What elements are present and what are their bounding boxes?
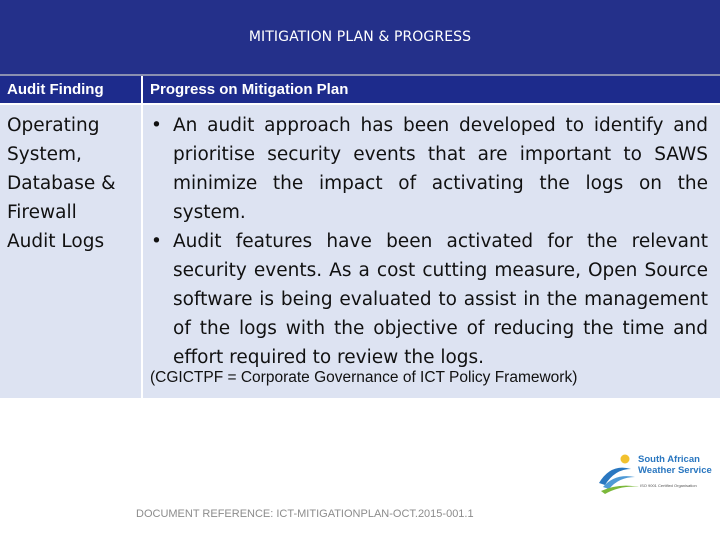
bullet-icon: • — [151, 115, 162, 136]
bullet-text: An audit approach has been developed to identify and prioritise security events that are important to SAWS minimize the impact of activating the logs on the system. — [173, 115, 708, 223]
progress-cell — [143, 105, 720, 398]
progress-bullet-item — [151, 227, 708, 372]
column-header-audit-finding: Audit Finding — [7, 81, 104, 98]
column-header-progress: Progress on Mitigation Plan — [150, 81, 349, 98]
abbreviation-note: (CGICTPF = Corporate Governance of ICT Policy Framework) — [150, 369, 578, 386]
progress-bullet-item — [151, 111, 708, 227]
organisation-name: South African Weather Service — [638, 454, 712, 476]
column-divider — [141, 76, 143, 103]
table-row — [0, 105, 720, 398]
audit-finding-cell — [0, 105, 141, 398]
weather-service-logo-icon — [597, 453, 641, 498]
progress-bullet-list — [151, 111, 708, 372]
audit-finding-text: Operating System, Database & Firewall Audit Logs — [7, 115, 116, 252]
saws-logo — [597, 453, 712, 498]
table-header-row — [0, 76, 720, 105]
document-reference: DOCUMENT REFERENCE: ICT-MITIGATIONPLAN-OCT.2015-001.1 — [136, 508, 474, 520]
mitigation-table — [0, 76, 720, 398]
bullet-icon: • — [151, 231, 162, 252]
title-bar — [0, 0, 720, 76]
bullet-text: Audit features have been activated for the relevant security events. As a cost cutting measure, Open Source software is being evaluated to assist in the management of the logs with the objective of reducing the time and effort required to review the logs. — [173, 231, 708, 368]
page-title: MITIGATION PLAN & PROGRESS — [248, 29, 472, 45]
iso-certification: ISO 9001 Certified Organisation — [640, 483, 697, 488]
